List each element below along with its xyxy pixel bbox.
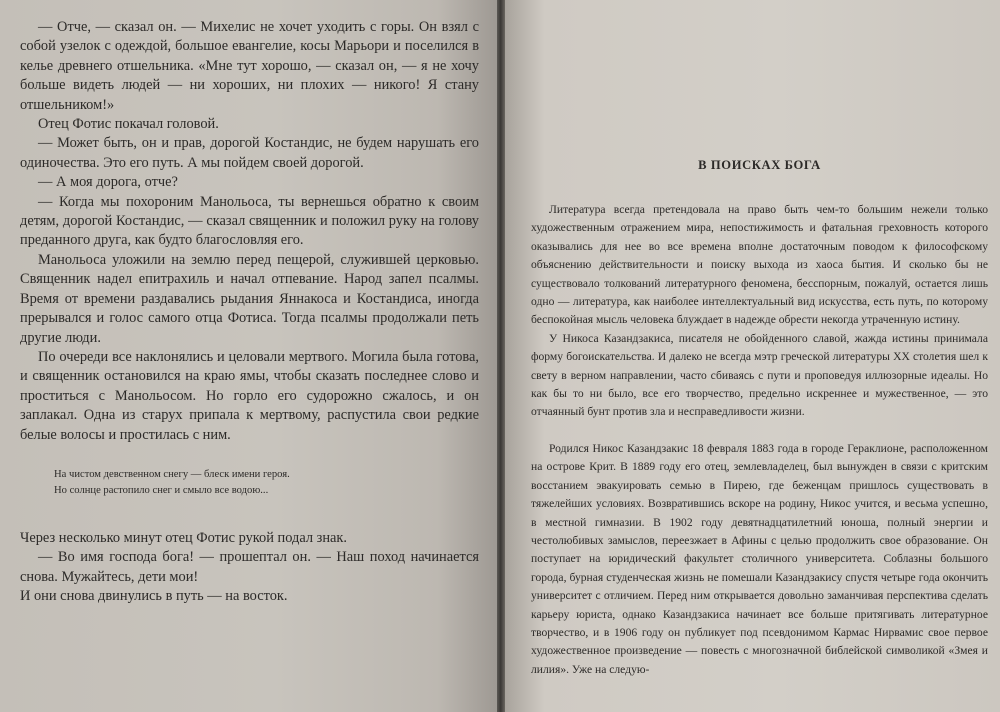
bio-paragraph: Родился Никос Казандзакис 18 февраля 1883 года в городе Гераклионе, расположенном на острове Крит. В 1889 году его отец, землевладелец, был вынужден в связи с критским восстанием эвакуировать семью в Пирею, где беженцам пришлось существовать в тяжелейших условиях. Возвратившись вскоре на родину, Никос учится, и весьма успешно, в местной гимназии. В 1902 году девятнадцатилетний юноша, полный энергии и честолюбивых замыслов, переезжает в Афины с целью продолжить свое образование. Он поступает на юридический факультет столичного университета. Соблазны большого города, бурная студенческая жизнь не помешали Казандзакису спустя четыре года окончить университет с отличием. Перед ним открывается довольно заманчивая перспектива сделать карьеру юриста, однако Казандзакиса начинает все больше притягивать литературное творчество, и в 1906 году он публикует под псевдонимом Кармас Нирвамис свое первое художественное произведение — повесть с многозначной библейской символикой «Змея и лилия». Уже на следую-: [531, 441, 988, 676]
paragraph: По очереди все наклонялись и целовали мертвого. Могила была готова, и священник остановился на краю ямы, чтобы сказать последнее слово и проститься с Манольосом. Но горло его судорожно сжалось, и он заплакал. Одна из старух припала к мертвому, распустила свои редкие белые волосы и простилась с ним.: [20, 348, 479, 443]
paragraph: — Когда мы похороним Манольоса, ты вернешься обратно к своим детям, дорогой Костандис, — сказал священник и положил руку на голову преданного друга, как будто благословляя его.: [20, 193, 479, 249]
bio-text: [531, 440, 988, 679]
paragraph: Литература всегда претендовала на право быть чем-то большим нежели только художественным отражением мира, непостижимость и фатальная греховность которого оказывались для нее во все времена вполне достаточным поводом к философскому объяснению действительности и поиску выхода из хаоса бытия. И сколько бы не существовало толкований литературного феномена, бесспорным, пожалуй, остается лишь одно — литература, как наиболее интеллектуальный вид искусства, есть путь, по которому беспокойная мысль человека блуждает в надежде обрести некогда утраченную истину.: [531, 203, 988, 327]
poem-epitaph: [54, 467, 479, 499]
paragraph: Манольоса уложили на землю перед пещерой, служившей церковью. Священник надел епитрахиль и начал отпевание. Народ запел псалмы. Время от времени раздавались рыдания Яннакоса и Костандиса, иногда прерывался и голос самого отца Фотиса. Тогда псалмы продолжали петь другие люди.: [20, 251, 479, 346]
right-page: [505, 0, 1000, 712]
paragraph: И они снова двинулись в путь — на восток.: [20, 588, 288, 605]
paragraph: — А моя дорога, отче?: [38, 174, 178, 191]
paragraph: — Отче, — сказал он. — Михелис не хочет уходить с горы. Он взял с собой узелок с одеждой, большое евангелие, косы Марьори и поселился в келье древнего отшельника. «Мне тут хорошо, — сказал он, — я не хочу больше видеть людей — ни хороших, ни плохих — никого! Я стану отшельником!»: [20, 19, 479, 113]
poem-line: Но солнце растопило снег и смыло все водою...: [54, 484, 269, 496]
paragraph: — Во имя господа бога! — прошептал он. — Наш поход начинается снова. Мужайтесь, дети мои!: [20, 549, 479, 585]
left-page-text-top: [20, 18, 479, 445]
poem-line: На чистом девственном снегу — блеск имени героя.: [54, 468, 290, 480]
intro-text: [531, 201, 988, 422]
left-page: [0, 0, 497, 712]
chapter-title: В ПОИСКАХ БОГА: [698, 158, 821, 172]
paragraph: Через несколько минут отец Фотис рукой подал знак.: [20, 529, 348, 546]
book-gutter: [497, 0, 505, 712]
left-page-text-bottom: [20, 529, 479, 607]
paragraph: — Может быть, он и прав, дорогой Костандис, не будем нарушать его одиночества. Это его путь. А мы пойдем своей дорогой.: [20, 135, 479, 171]
paragraph: У Никоса Казандзакиса, писателя не обойденного славой, жажда истины принимала форму богоискательства. И далеко не всегда мэтр греческой литературы XX столетия шел к свету в верном направлении, часто сбиваясь с пути и проповедуя иллюзорные идеалы. Но как бы то ни было, все его творчество, предельно искреннее и мужественное, — это отчаянный бунт против зла и несправедливости жизни.: [531, 331, 988, 419]
paragraph: Отец Фотис покачал головой.: [38, 116, 219, 133]
